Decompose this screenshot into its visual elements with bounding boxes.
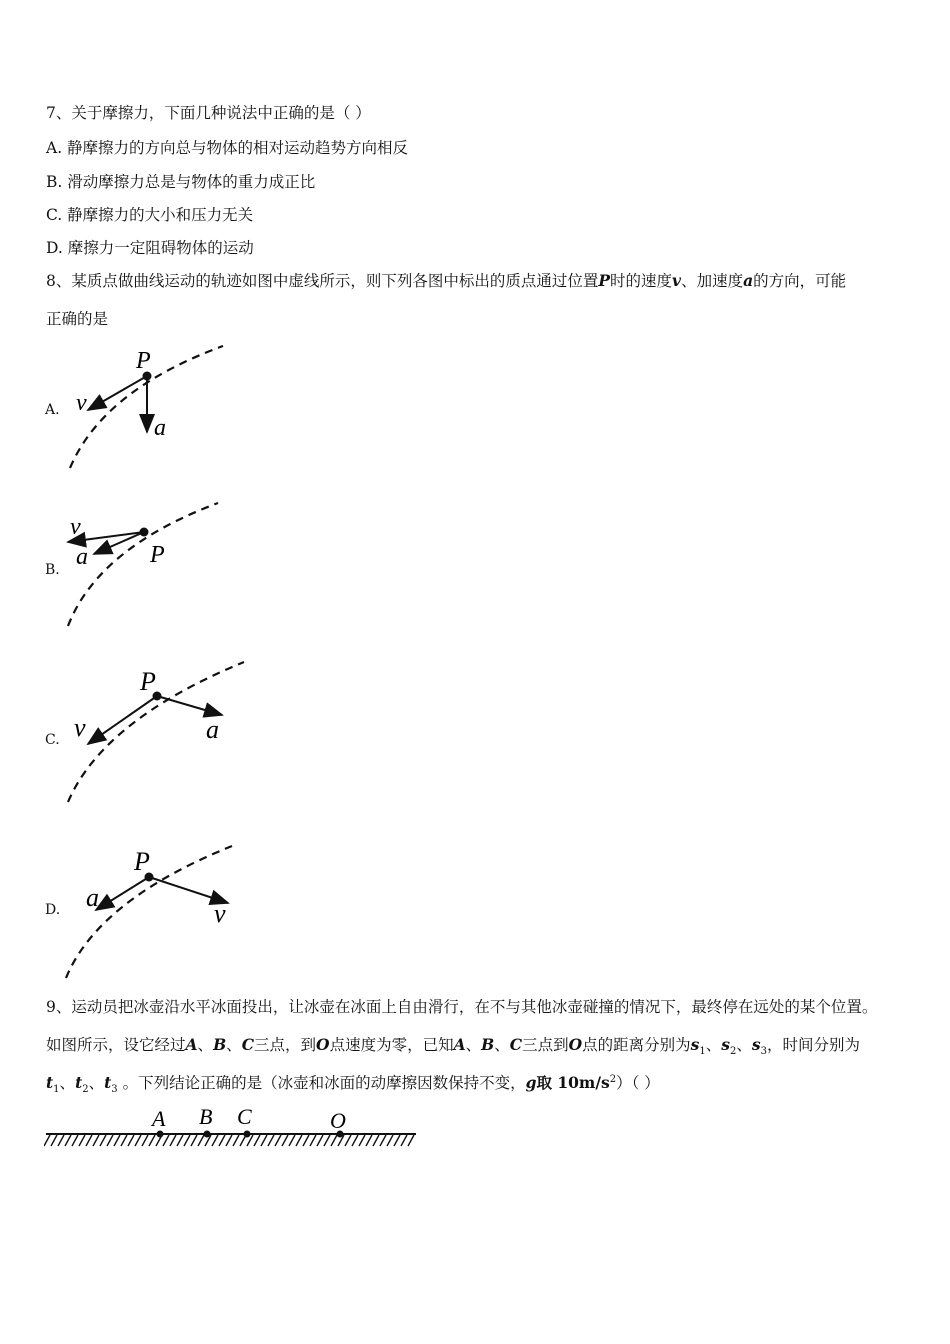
label-v: v [74,713,86,742]
label-v: v [70,514,81,540]
hatch-mark [177,1135,183,1146]
hatch-mark [352,1135,358,1146]
q8-stem: 8、某质点做曲线运动的轨迹如图中虚线所示，则下列各图中标出的质点通过位置P时的速度v、加速度a的方向，可能 [46,271,847,290]
hatch-mark [170,1135,176,1146]
hatch-mark [58,1135,64,1146]
hatch-mark [233,1135,239,1146]
ice-surface-hatching [44,1135,414,1146]
q8-p-symbol: P [598,271,611,290]
hatch-mark [282,1135,288,1146]
hatch-mark [394,1135,400,1146]
label-c: C [237,1104,252,1129]
q8-option-d-label: D. [45,902,61,918]
hatch-mark [163,1135,169,1146]
label-a: A [152,1106,166,1131]
q9-stem-line2: 如图所示，设它经过A、B、C三点，到O点速度为零，已知A、B、C三点到O点的距离分别为$s_1$、$s_2$、$s_3$，时间分别为 [46,1035,861,1058]
label-a: a [206,715,219,744]
q8-figure-a [58,340,248,475]
label-a: a [86,883,99,912]
point-c [244,1131,251,1138]
hatch-mark [289,1135,295,1146]
q9-stem-line3: $t_1$、$t_2$、$t_3$ 。下列结论正确的是（冰壶和冰面的动摩擦因数保持不变，g取 $10m/s^2$）（ ） [46,1073,660,1096]
hatch-mark [93,1135,99,1146]
label-a: a [76,544,88,570]
hatch-mark [65,1135,71,1146]
hatch-mark [51,1135,57,1146]
hatch-mark [254,1135,260,1146]
q8-option-c-label: C. [45,732,60,748]
q8-v-symbol: v [672,271,682,290]
q8-figure-c [58,660,258,805]
hatch-mark [261,1135,267,1146]
hatch-mark [198,1135,204,1146]
label-p: P [134,847,150,876]
label-v: v [214,899,226,928]
hatch-mark [401,1135,407,1146]
point-p [140,528,149,537]
q8-figure-d [58,840,248,980]
point-b [204,1131,211,1138]
hatch-mark [366,1135,372,1146]
q7-option-a: A. 静摩擦力的方向总与物体的相对运动趋势方向相反 [46,139,409,157]
point-a [157,1131,164,1138]
label-p: P [140,667,156,696]
hatch-mark [387,1135,393,1146]
hatch-mark [268,1135,274,1146]
q7-option-d: D. 摩擦力一定阻碍物体的运动 [46,239,254,257]
q9-ice-figure [44,1104,419,1152]
hatch-mark [317,1135,323,1146]
hatch-mark [135,1135,141,1146]
q9-stem-line1: 9、运动员把冰壶沿水平冰面投出，让冰壶在冰面上自由滑行，在不与其他冰壶碰撞的情况下，最终停在远处的某个位置。 [46,998,878,1016]
hatch-mark [359,1135,365,1146]
hatch-mark [72,1135,78,1146]
hatch-mark [86,1135,92,1146]
acceleration-arrow [157,696,222,715]
hatch-mark [79,1135,85,1146]
hatch-mark [219,1135,225,1146]
hatch-mark [275,1135,281,1146]
q8-a-symbol: a [743,271,754,290]
q8-option-a-label: A. [45,402,60,418]
hatch-mark [142,1135,148,1146]
label-b: B [199,1104,213,1129]
hatch-mark [331,1135,337,1146]
label-p: P [150,542,165,568]
hatch-mark [191,1135,197,1146]
hatch-mark [296,1135,302,1146]
q8-option-b-label: B. [45,562,60,578]
hatch-mark [44,1135,50,1146]
hatch-mark [373,1135,379,1146]
q7-option-c: C. 静摩擦力的大小和压力无关 [46,206,254,224]
hatch-mark [212,1135,218,1146]
hatch-mark [114,1135,120,1146]
velocity-arrow [88,696,157,744]
hatch-mark [107,1135,113,1146]
hatch-mark [324,1135,330,1146]
q7-option-b: B. 滑动摩擦力总是与物体的重力成正比 [46,173,316,191]
hatch-mark [310,1135,316,1146]
q7-stem: 7、关于摩擦力，下面几种说法中正确的是（ ） [46,104,371,122]
label-v: v [76,390,87,416]
label-o: O [330,1108,346,1133]
label-a: a [154,415,166,441]
hatch-mark [128,1135,134,1146]
velocity-arrow [88,376,147,410]
label-p: P [136,348,151,374]
hatch-mark [149,1135,155,1146]
hatch-mark [303,1135,309,1146]
hatch-mark [121,1135,127,1146]
trajectory-curve [68,503,218,626]
hatch-mark [380,1135,386,1146]
q8-stem-line2: 正确的是 [46,310,109,328]
hatch-mark [226,1135,232,1146]
hatch-mark [184,1135,190,1146]
hatch-mark [345,1135,351,1146]
hatch-mark [100,1135,106,1146]
q8-figure-b [58,498,248,633]
hatch-mark [408,1135,414,1146]
